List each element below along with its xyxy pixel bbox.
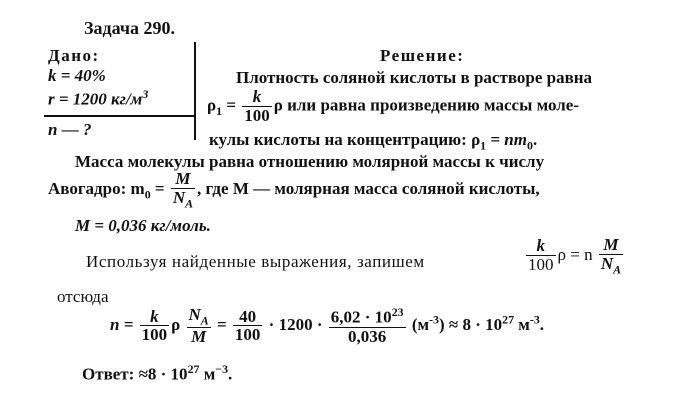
fraction-avogadro: $\frac{6,02 \cdot 10^{23}}{0,036}$: [330, 305, 404, 346]
fraction-NA-M: $\frac{N_A}{M}$: [188, 305, 209, 346]
fraction-M-NA: $\frac{M}{N_A}$: [172, 169, 194, 211]
fraction-k-100-b: $\frac{k}{100}$: [141, 306, 168, 345]
fraction-k-100: $\frac{k}{100}$: [244, 87, 270, 125]
solution-line-2: $\rho_1$ = $\frac{k}{100}$ ρ или равна произведению массы моле-: [207, 87, 579, 125]
para3-formula: $\frac{k}{100}$ ρ = n $\frac{M}{N_A}$: [528, 235, 622, 277]
given-separator: [194, 42, 196, 140]
para2-line-3: M = 0,036 кг/моль.: [75, 216, 211, 235]
solution-line-1: Плотность соляной кислоты в растворе равна: [236, 68, 593, 87]
given-divider: [44, 115, 194, 117]
hence-word: отсюда: [57, 287, 109, 306]
para3-text: Используя найденные выражения, запишем: [86, 252, 425, 271]
task-title: Задача 290.: [84, 18, 176, 38]
given-heading: Дано:: [48, 46, 100, 65]
solution-line-3: кулы кислоты на концентрацию: $\rho_1 = nm_0$.: [209, 130, 538, 153]
solution-heading: Решение:: [380, 46, 465, 65]
answer-line: Ответ: $\approx 8 \cdot 10^{27}$ $м^{-3}$.: [82, 362, 233, 384]
fraction-40-100: $\frac{40}{100}$: [234, 306, 261, 345]
given-r: r = 1200 $кг/м^3$: [48, 87, 149, 109]
para2-line-1: Масса молекулы равна отношению молярной массы к числу: [75, 152, 545, 171]
given-k: k = 40%: [48, 66, 106, 85]
answer-label: Ответ:: [82, 364, 135, 384]
para2-line-2: Авогадро: $m_0$ = $\frac{M}{N_A}$ , где M — молярная масса соляной кислоты,: [48, 169, 540, 211]
main-formula: n = $\frac{k}{100}$ ρ $\frac{N_A}{M}$ = $\frac{40}{100}$ · 1200 · $\frac{6,02 \cdot 10^{23}}{0,036}$ $(м^{-3}) \approx 8 \cdot 10^{27}$ $м^{-3}$.: [110, 305, 545, 346]
given-find: n — ?: [48, 120, 92, 139]
